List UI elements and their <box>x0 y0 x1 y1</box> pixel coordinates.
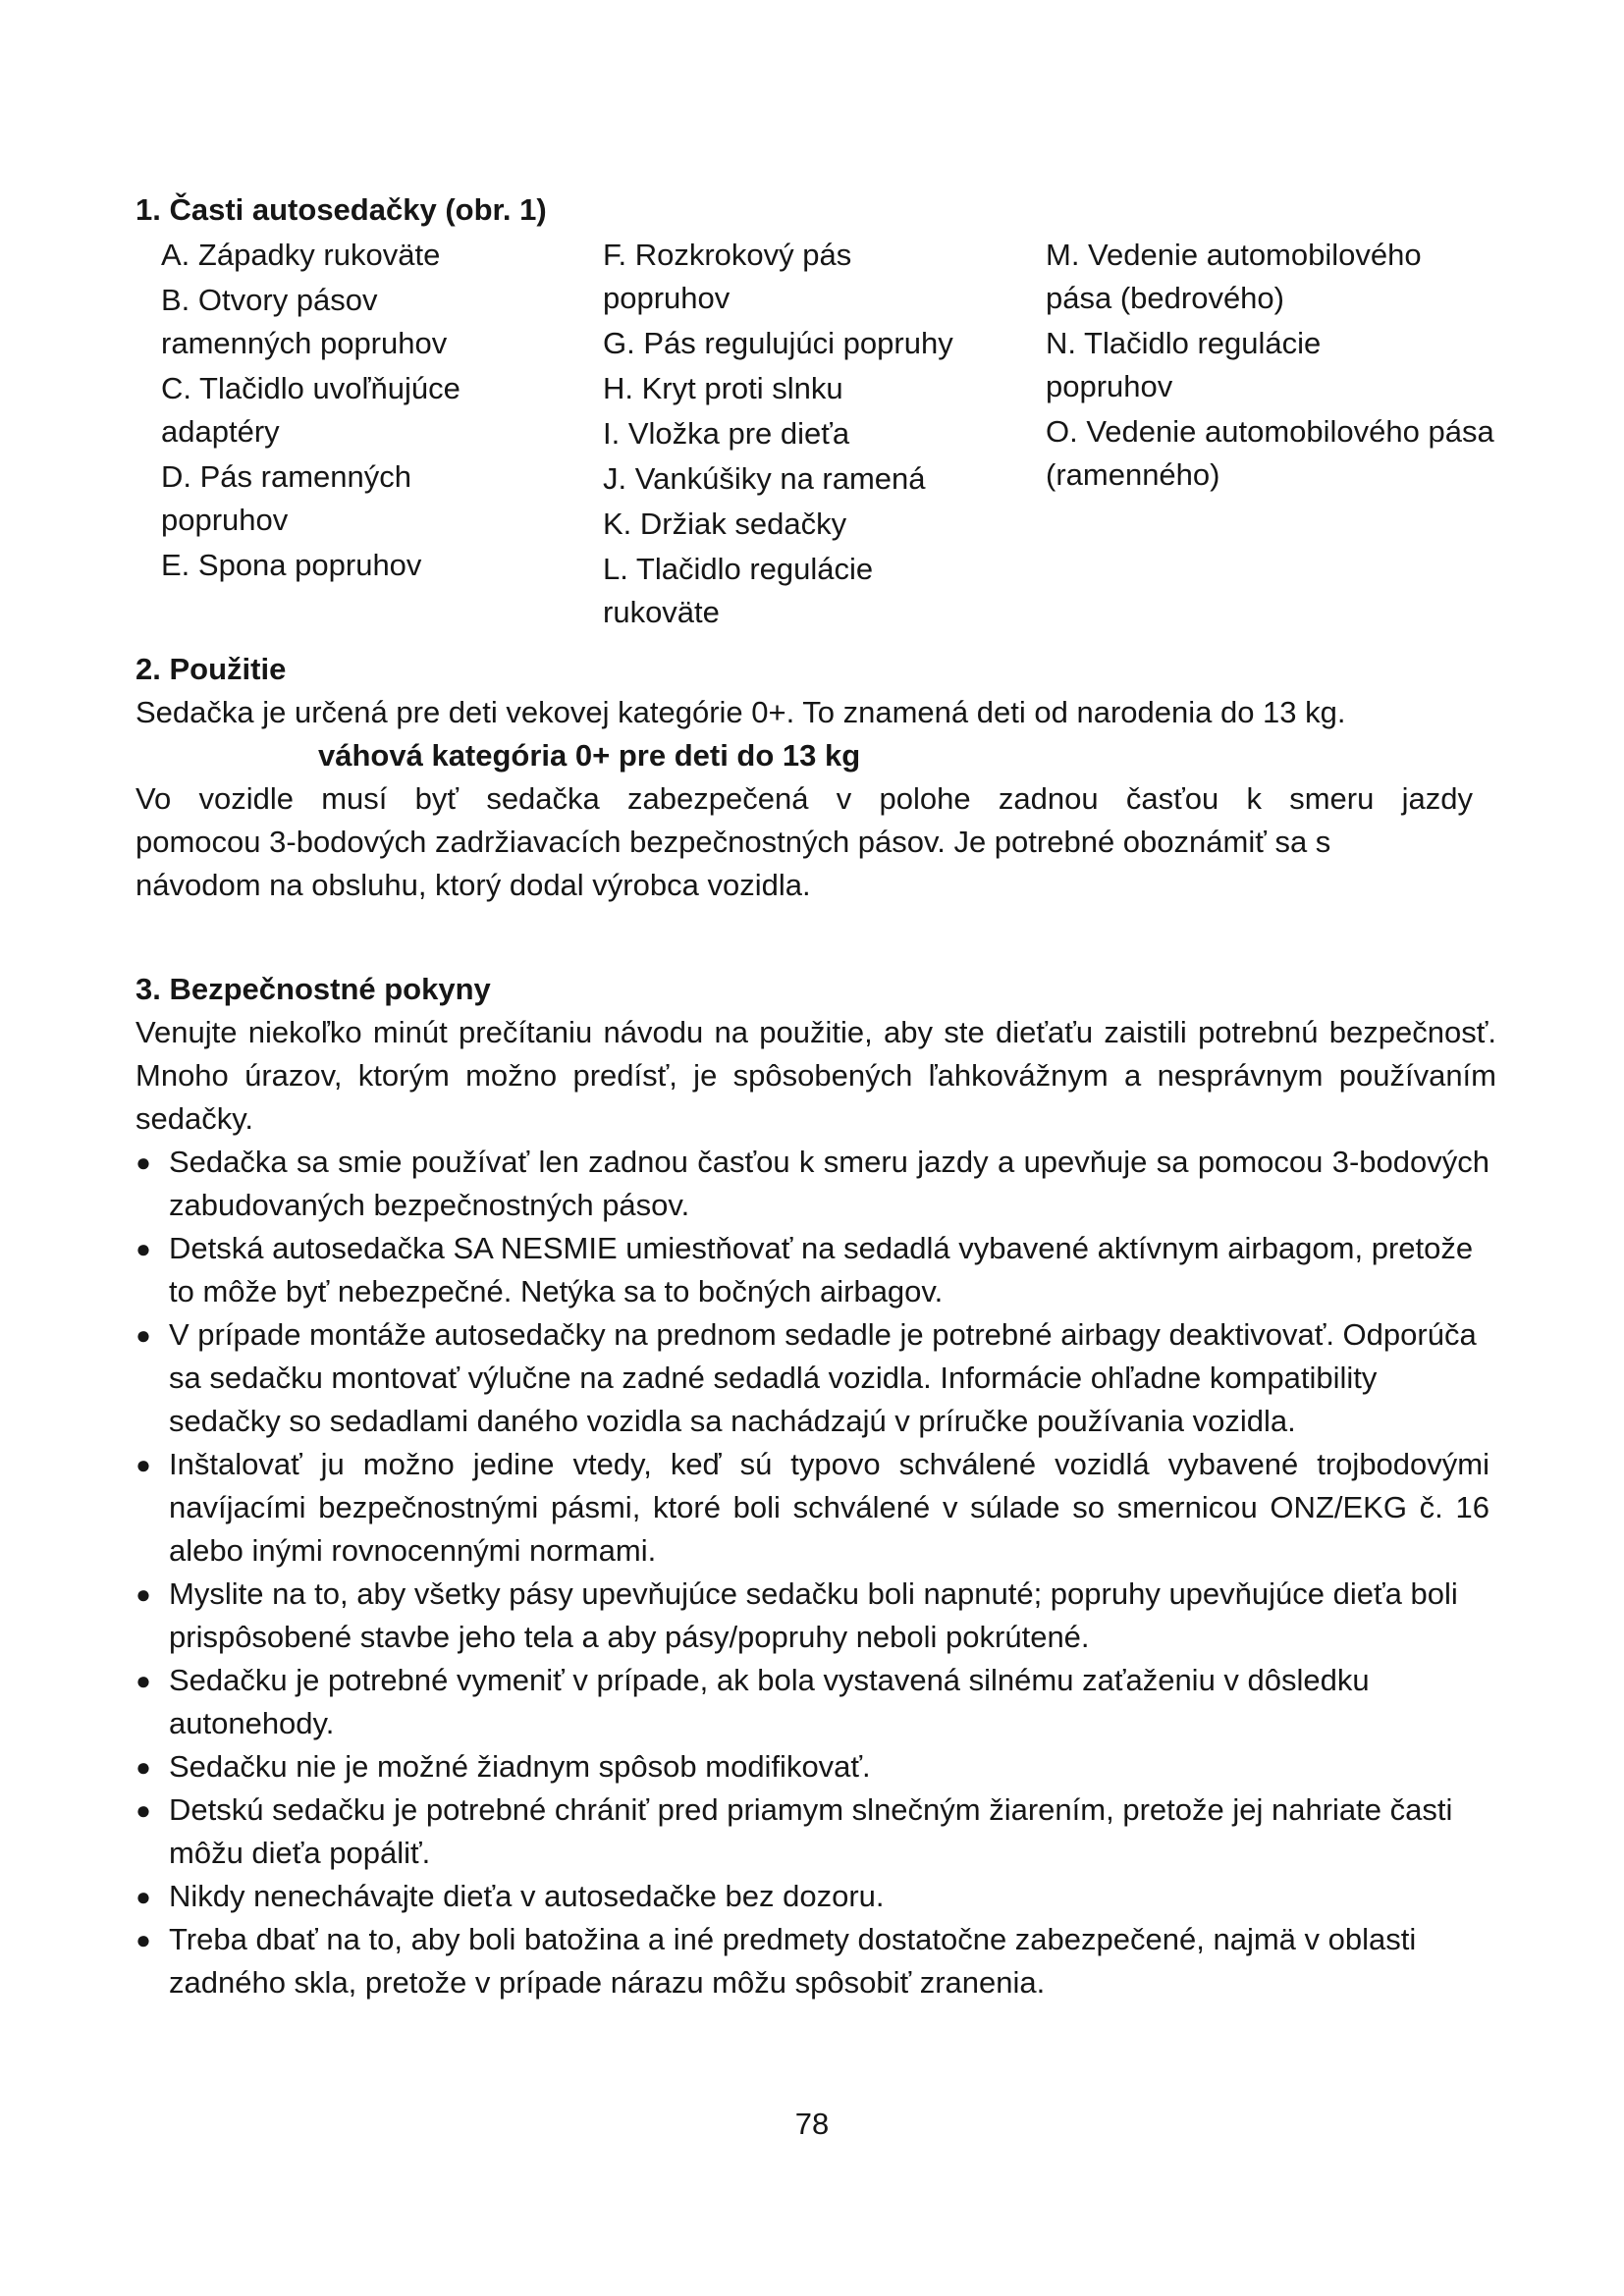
list-item <box>124 1227 1510 1313</box>
list-item <box>124 1875 1510 1918</box>
safety-intro: Venujte niekoľko minút prečítaniu návodu na použitie, aby ste dieťaťu zaistili potrebnú bezpečnosť. Mnoho úrazov, ktorým možno predísť, je spôsobených ľahkovážnym a nesprávnym používaním sedačky. <box>135 1015 1496 1136</box>
part-item: E. Spona popruhov <box>161 548 422 582</box>
bullet-icon: ● <box>135 1752 151 1782</box>
bullet-icon: ● <box>135 1925 151 1954</box>
parts-column-2 <box>603 234 1035 636</box>
part-item: G. Pás regulujúci popruhy <box>603 326 953 360</box>
list-item <box>124 1659 1510 1745</box>
section-parts <box>135 188 1510 671</box>
list-item-text: Myslite na to, aby všetky pásy upevňujúce sedačku boli napnuté; popruhy upevňujúce dieťa boli prispôsobené stavbe jeho tela a aby pásy/popruhy neboli pokrútené. <box>169 1576 1458 1654</box>
bullet-icon: ● <box>135 1795 151 1825</box>
section-parts-title: 1. Časti autosedačky (obr. 1) <box>135 192 547 227</box>
parts-column-3 <box>1046 234 1507 499</box>
list-item-text: Sedačku je potrebné vymeniť v prípade, ak bola vystavená silnému zaťaženiu v dôsledku autonehody. <box>169 1663 1370 1740</box>
list-item <box>124 1918 1510 2004</box>
bullet-icon: ● <box>135 1579 151 1609</box>
list-item-text: Treba dbať na to, aby boli batožina a iné predmety dostatočne zabezpečené, najmä v oblasti zadného skla, pretože v prípade nárazu môžu spôsobiť zranenia. <box>169 1922 1417 2000</box>
part-item: K. Držiak sedačky <box>603 507 847 541</box>
bullet-icon: ● <box>135 1450 151 1479</box>
part-item: C. Tlačidlo uvoľňujúce adaptéry <box>161 371 460 449</box>
section-usage <box>135 648 1510 907</box>
part-item: J. Vankúšiky na ramená <box>603 461 926 496</box>
list-item <box>124 1745 1510 1789</box>
bullet-icon: ● <box>135 1666 151 1695</box>
list-item-text: Inštalovať ju možno jedine vtedy, keď sú typovo schválené vozidlá vybavené trojbodovými navíjacími bezpečnostnými pásmi, ktoré boli schválené v súlade so smernicou ONZ/EKG č. 16 alebo inými rovnocennými normami. <box>169 1447 1489 1568</box>
safety-list <box>124 1141 1510 2004</box>
part-item: L. Tlačidlo regulácie rukoväte <box>603 552 874 629</box>
bullet-icon: ● <box>135 1234 151 1263</box>
list-item-text: Detskú sedačku je potrebné chrániť pred priamym slnečným žiarením, pretože jej nahriate časti môžu dieťa popáliť. <box>169 1792 1453 1870</box>
parts-column-1 <box>161 234 554 589</box>
usage-instruction-line: Vo vozidle musí byť sedačka zabezpečená v polohe zadnou časťou k smeru jazdy <box>135 781 1473 816</box>
list-item-text: Sedačku nie je možné žiadnym spôsob modifikovať. <box>169 1749 871 1784</box>
section-safety-title: 3. Bezpečnostné pokyny <box>135 972 491 1006</box>
parts-list <box>135 234 1510 671</box>
part-item: F. Rozkrokový pás popruhov <box>603 238 852 315</box>
page-number: 78 <box>794 2107 830 2141</box>
list-item-text: Sedačka sa smie používať len zadnou časťou k smeru jazdy a upevňuje sa pomocou 3-bodových zabudovaných bezpečnostných pásov. <box>169 1145 1489 1222</box>
section-safety <box>135 968 1510 2004</box>
part-item: D. Pás ramenných popruhov <box>161 459 411 537</box>
list-item <box>124 1141 1510 1227</box>
list-item-text: Nikdy nenechávajte dieťa v autosedačke bez dozoru. <box>169 1879 885 1913</box>
part-item: H. Kryt proti slnku <box>603 371 843 405</box>
list-item-text: Detská autosedačka SA NESMIE umiestňovať na sedadlá vybavené aktívnym airbagom, pretože to môže byť nebezpečné. Netýka sa to bočných airbagov. <box>169 1231 1474 1308</box>
part-item: B. Otvory pásov ramenných popruhov <box>161 283 448 360</box>
list-item <box>124 1313 1510 1443</box>
part-item: O. Vedenie automobilového pása (ramenného) <box>1046 414 1494 492</box>
part-item: N. Tlačidlo regulácie popruhov <box>1046 326 1322 403</box>
usage-paragraph: Sedačka je určená pre deti vekovej kategórie 0+. To znamená deti od narodenia do 13 kg. <box>135 695 1346 729</box>
part-item: M. Vedenie automobilového pása (bedrového) <box>1046 238 1422 315</box>
list-item <box>124 1443 1510 1573</box>
bullet-icon: ● <box>135 1148 151 1177</box>
section-usage-title: 2. Použitie <box>135 652 287 686</box>
list-item <box>124 1573 1510 1659</box>
bullet-icon: ● <box>135 1882 151 1911</box>
part-item: A. Západky rukoväte <box>161 238 441 272</box>
weight-class: váhová kategória 0+ pre deti do 13 kg <box>318 738 861 773</box>
list-item-text: V prípade montáže autosedačky na prednom sedadle je potrebné airbagy deaktivovať. Odporúča sa sedačku montovať výlučne na zadné sedadlá vozidla. Informácie ohľadne kompatibility sedačky so sedadlami daného vozidla sa nachádzajú v príručke používania vozidla. <box>169 1317 1477 1438</box>
part-item: I. Vložka pre dieťa <box>603 416 850 451</box>
bullet-icon: ● <box>135 1320 151 1350</box>
list-item <box>124 1789 1510 1875</box>
usage-instruction: pomocou 3-bodových zadržiavacích bezpečnostných pásov. Je potrebné oboznámiť sa s návodom na obsluhu, ktorý dodal výrobca vozidla. <box>135 825 1331 902</box>
